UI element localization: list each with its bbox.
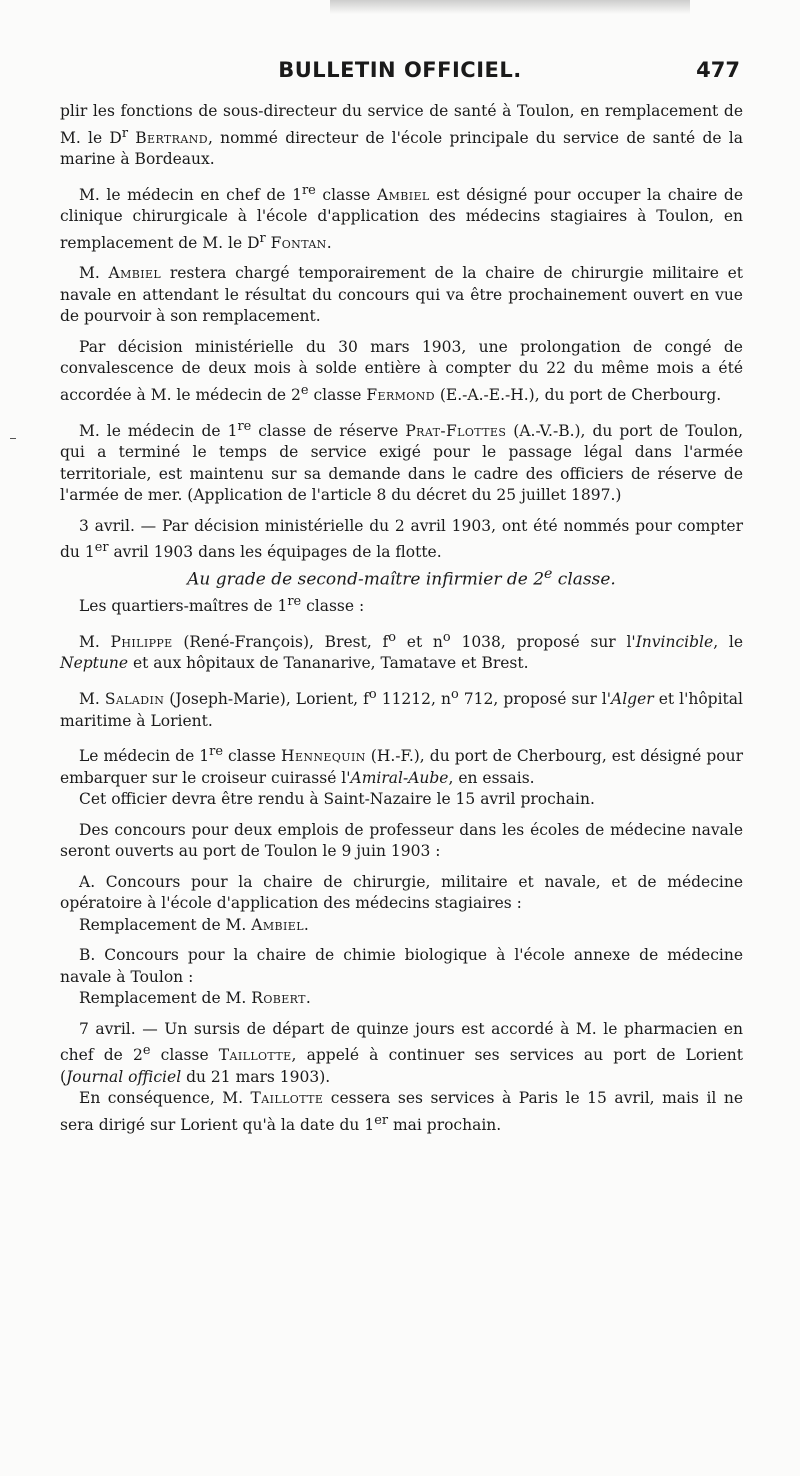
page-header bbox=[60, 58, 740, 88]
person-name: Prat-Flottes bbox=[405, 421, 507, 440]
paragraph-15: B. Concours pour la chaire de chimie biologique à l'école annexe de médecine navale à Toulon : bbox=[60, 946, 743, 986]
paragraph-2: M. le médecin en chef de 1re classe Ambiel est désigné pour occuper la chaire de clinique chirurgicale à l'école d'application des médecins stagiaires à Toulon, en remplacement de M. le $D^r$ Fontan. bbox=[60, 182, 743, 252]
paragraph-1: plir les fonctions de sous-directeur du service de santé à Toulon, en remplacement de M. le $D^r$ Bertrand, nommé directeur de l'école principale du service de santé de la marine à Bordeaux. bbox=[60, 102, 743, 169]
person-name: Ambiel bbox=[108, 264, 162, 283]
paragraph-3: M. Ambiel restera chargé temporairement de la chaire de chirurgie militaire et navale en attendant le résultat du concours qui va être prochainement ouvert en vue de pourvoir à son remplacement. bbox=[60, 264, 743, 326]
running-title: BULLETIN OFFICIEL. bbox=[278, 58, 522, 82]
paragraph-7: Les quartiers-maîtres de 1re classe : bbox=[79, 594, 365, 616]
paragraph-17: 7 avril. — Un sursis de départ de quinze jours est accordé à M. le pharmacien en chef de 2e classe Taillotte, appelé à continuer ses services au port de Lorient (Journal officiel du 21 mars 1903). bbox=[60, 1019, 743, 1086]
person-name: Hennequin bbox=[281, 747, 366, 766]
section-heading: Au grade de second-maître infirmier de 2e classe. bbox=[187, 565, 616, 590]
paragraph-18: En conséquence, M. Taillotte cessera ses services à Paris le 15 avril, mais il ne sera dirigé sur Lorient qu'à la date du 1er mai prochain. bbox=[60, 1089, 744, 1135]
person-name: Fermond bbox=[366, 386, 435, 405]
paragraph-8: M. Philippe (René-François), Brest, $f^o$ et $n^o$ 1038, proposé sur l'Invincible, le Neptune et aux hôpitaux de Tananarive, Tamatave et Brest. bbox=[60, 629, 743, 673]
paragraph-9: M. Saladin (Joseph-Marie), Lorient, $f^o$ 11212, $n^o$ 712, proposé sur l'Alger et l'hôpital maritime à Lorient. bbox=[60, 686, 743, 730]
person-name: Philippe bbox=[110, 632, 173, 651]
paragraph-5: M. le médecin de 1re classe de réserve Prat-Flottes (A.-V.-B.), du port de Toulon, qui a terminé le temps de service exigé pour le passage légal dans l'armée territoriale, est maintenu sur sa demande dans le cadre des officiers de réserve de l'armée de mer. (Application de l'article 8 du décret du 25 juillet 1897.) bbox=[60, 418, 743, 505]
paragraph-6: 3 avril. — Par décision ministérielle du 2 avril 1903, ont été nommés pour compter du 1er avril 1903 dans les équipages de la flotte. bbox=[60, 516, 743, 562]
body-text bbox=[60, 101, 743, 1137]
ship-name: Alger bbox=[611, 690, 654, 709]
ship-name: Invincible bbox=[635, 632, 714, 651]
ship-name: Amiral-Aube bbox=[350, 768, 449, 787]
person-name: Bertrand bbox=[135, 128, 208, 147]
page-number: 477 bbox=[696, 58, 740, 82]
paragraph-4: Par décision ministérielle du 30 mars 1903, une prolongation de congé de convalescence de deux mois à solde entière à compter du 22 du même mois a été accordée à M. le médecin de 2e classe Fermond (E.-A.-E.-H.), du port de Cherbourg. bbox=[60, 337, 743, 405]
scan-bleed-shadow bbox=[330, 0, 690, 14]
margin-mark bbox=[10, 438, 16, 439]
person-name: Taillotte bbox=[218, 1046, 292, 1065]
paragraph-10: Le médecin de 1re classe Hennequin (H.-F.), du port de Cherbourg, est désigné pour embarquer sur le croiseur cuirassé l'Amiral-Aube, en essais. bbox=[60, 744, 743, 787]
paragraph-11: Cet officier devra être rendu à Saint-Nazaire le 15 avril prochain. bbox=[79, 790, 595, 809]
person-name: Taillotte bbox=[250, 1089, 324, 1108]
person-name: Robert bbox=[251, 989, 306, 1008]
paragraph-12: Des concours pour deux emplois de professeur dans les écoles de médecine navale seront ouverts au port de Toulon le 9 juin 1903 : bbox=[60, 820, 743, 861]
publication-name: Journal officiel bbox=[66, 1067, 182, 1086]
paragraph-14: Remplacement de M. Ambiel. bbox=[79, 915, 309, 934]
person-name: Ambiel bbox=[251, 915, 304, 934]
person-name: Ambiel bbox=[376, 185, 430, 204]
paragraph-16: Remplacement de M. Robert. bbox=[79, 989, 311, 1008]
person-name: Fontan bbox=[270, 233, 327, 252]
paragraph-13: A. Concours pour la chaire de chirurgie, militaire et navale, et de médecine opératoire à l'école d'application des médecins stagiaires : bbox=[60, 872, 743, 913]
person-name: Saladin bbox=[104, 690, 165, 709]
ship-name: Neptune bbox=[60, 654, 129, 673]
